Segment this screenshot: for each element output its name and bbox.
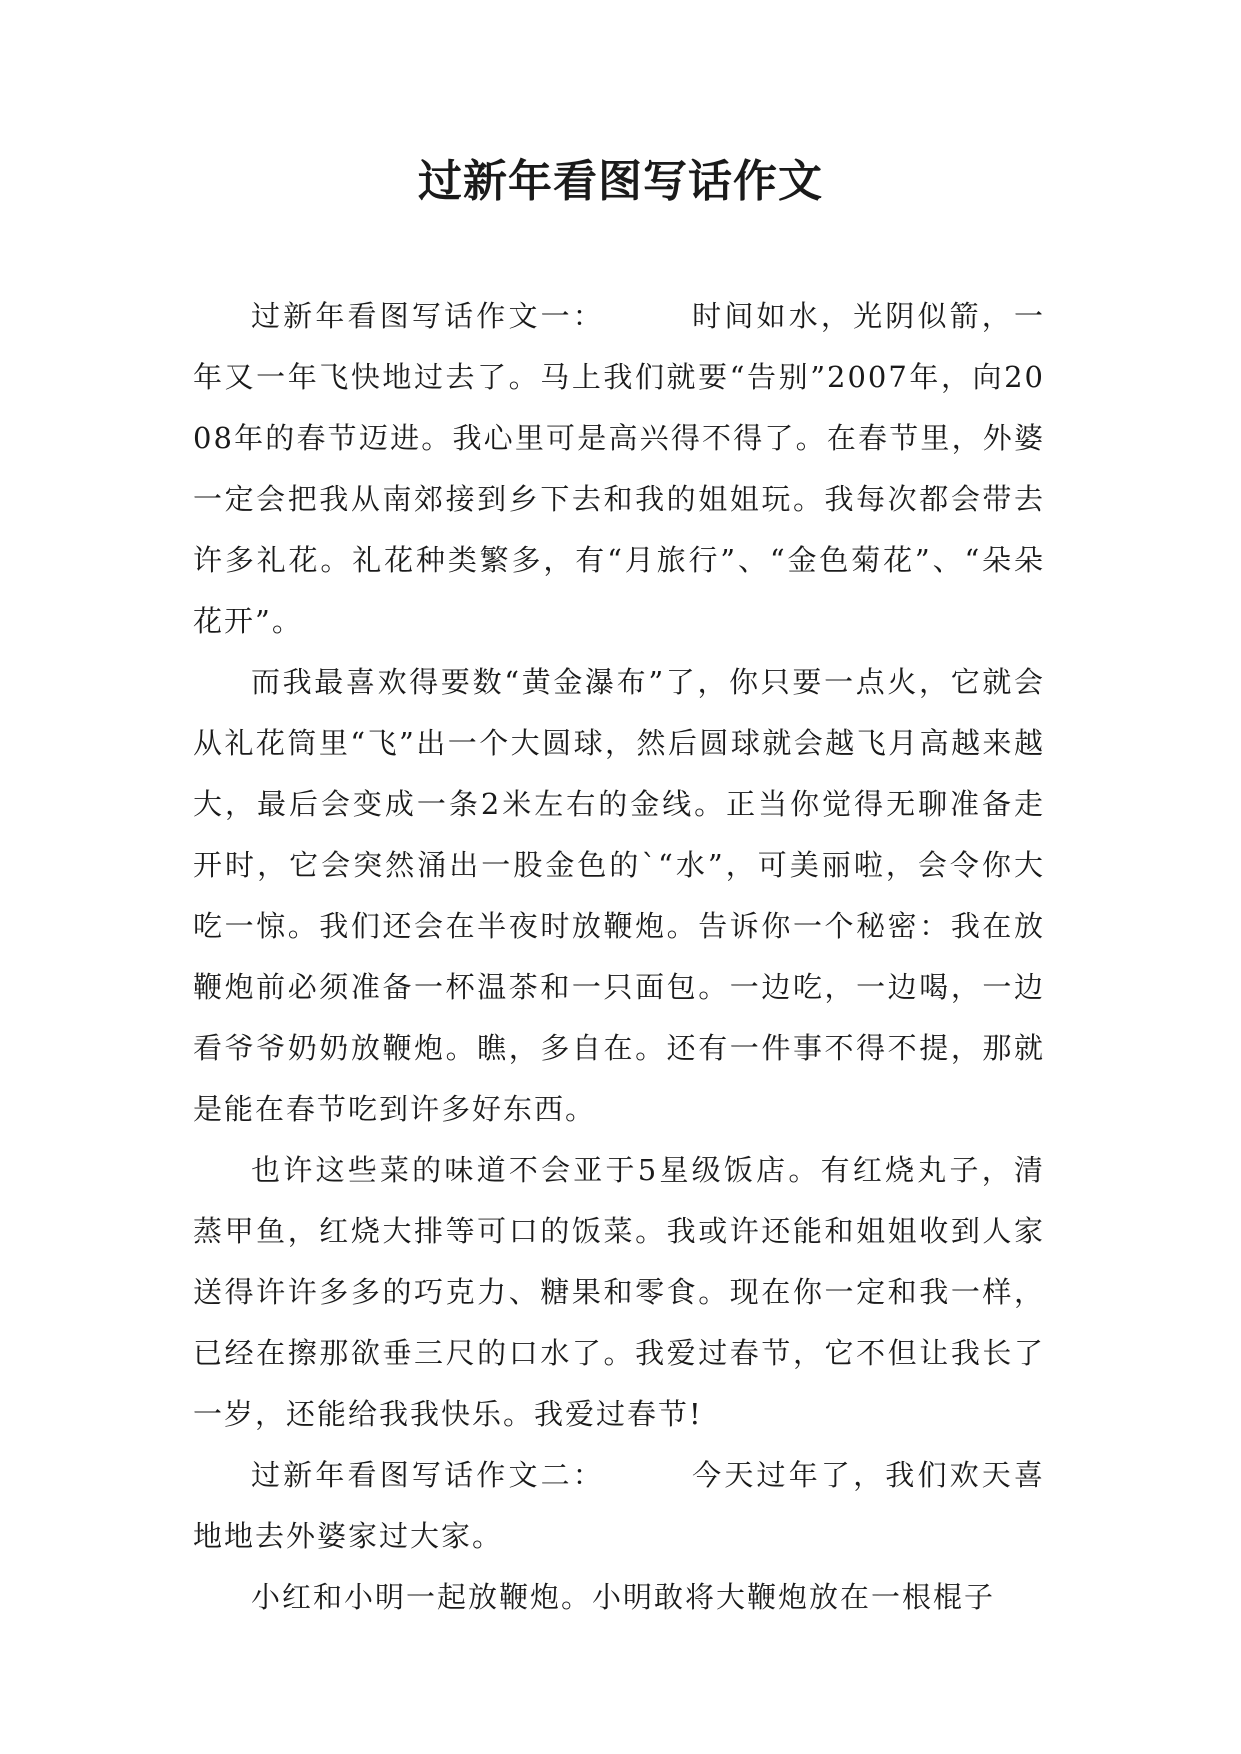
section-heading-1: 过新年看图写话作文一： [251, 299, 605, 333]
document-title: 过新年看图写话作文 [418, 156, 823, 207]
paragraph-1 [193, 286, 1045, 652]
paragraph-5 [193, 1567, 1045, 1628]
paragraph-1-text: 时间如水，光阴似箭，一年又一年飞快地过去了。马上我们就要“告别”2007年，向2008年的春节迈进。我心里可是高兴得不得了。在春节里，外婆一定会把我从南郊接到乡下去和我的姐姐玩。我每次都会带去许多礼花。礼花种类繁多，有“月旅行”、“金色菊花”、“朵朵花开”。 [193, 299, 1045, 638]
paragraph-5-text: 小红和小明一起放鞭炮。小明敢将大鞭炮放在一根棍子 [251, 1580, 996, 1614]
paragraph-2 [193, 652, 1045, 1140]
paragraph-2-text: 而我最喜欢得要数“黄金瀑布”了，你只要一点火，它就会从礼花筒里“飞”出一个大圆球，然后圆球就会越飞月高越来越大，最后会变成一条2米左右的金线。正当你觉得无聊准备走开时，它会突然涌出一股金色的`“水”，可美丽啦，会令你大吃一惊。我们还会在半夜时放鞭炮。告诉你一个秘密：我在放鞭炮前必须准备一杯温茶和一只面包。一边吃，一边喝，一边看爷爷奶奶放鞭炮。瞧，多自在。还有一件事不得不提，那就是能在春节吃到许多好东西。 [193, 665, 1045, 1126]
paragraph-3-text: 也许这些菜的味道不会亚于5星级饭店。有红烧丸子，清蒸甲鱼，红烧大排等可口的饭菜。我或许还能和姐姐收到人家送得许许多多的巧克力、糖果和零食。现在你一定和我一样，已经在擦那欲垂三尺的口水了。我爱过春节，它不但让我长了一岁，还能给我我快乐。我爱过春节! [193, 1153, 1045, 1431]
document-body [193, 286, 1045, 1628]
paragraph-4-text: 今天过年了，我们欢天喜地地去外婆家过大家。 [193, 1458, 1045, 1553]
paragraph-3 [193, 1140, 1045, 1445]
paragraph-4 [193, 1445, 1045, 1567]
section-heading-2: 过新年看图写话作文二： [251, 1458, 605, 1492]
